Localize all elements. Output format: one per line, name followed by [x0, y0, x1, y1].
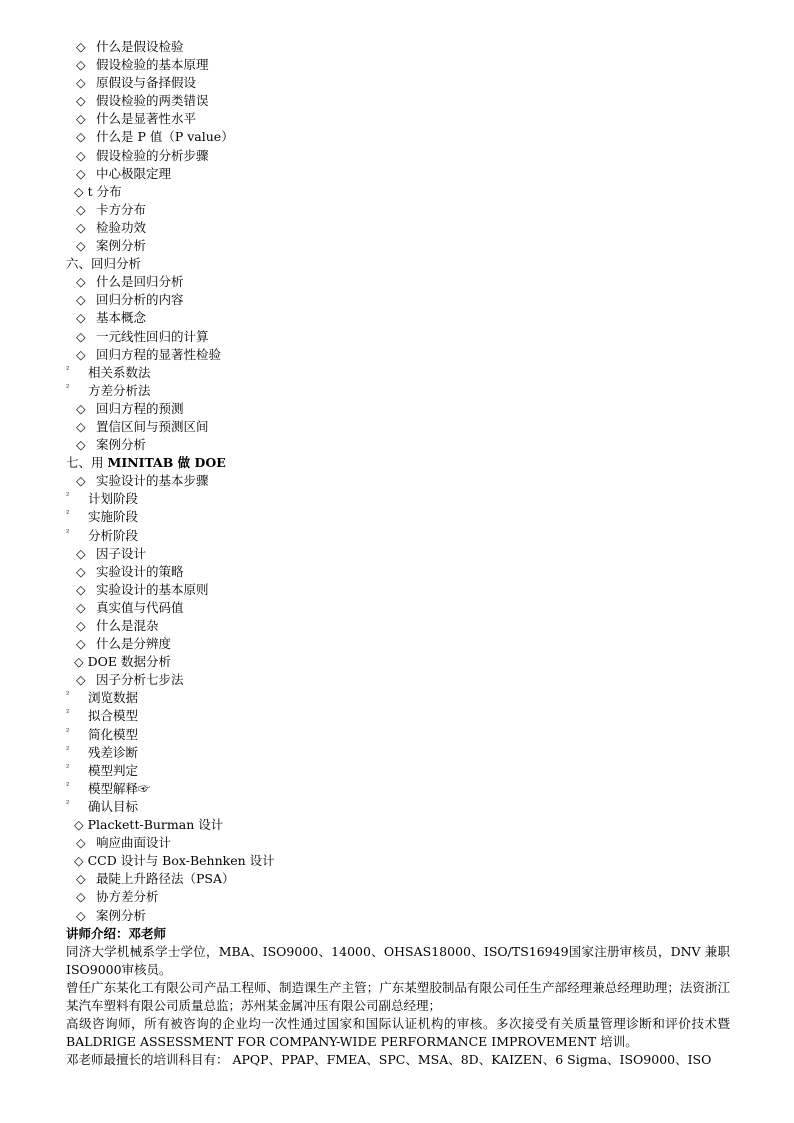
list-item: ◇ DOE 数据分析: [74, 654, 171, 670]
diamond-icon: ◇: [76, 599, 86, 615]
list-item: ◇ 什么是显著性水平: [66, 110, 730, 128]
diamond-icon: ◇: [76, 75, 86, 91]
list-item: ◇ 因子分析七步法: [66, 671, 730, 689]
diamond-icon: ◇: [76, 39, 86, 54]
list-item: ◇ 一元线性回归的计算: [66, 328, 730, 346]
list-item: ◇ t 分布: [74, 183, 122, 199]
bio-paragraph: 曾任广东某化工有限公司产品工程师、制造课生产主管；广东某塑胶制品有限公司任生产部经理兼总经理助理；法资浙江某汽车塑料有限公司质量总监；苏州某金属冲压有限公司副总经理；: [66, 979, 730, 1013]
diamond-icon: ◇: [76, 165, 86, 181]
sub-list-item: ² 相关系数法: [66, 364, 151, 380]
list-item: ◇ 什么是假设检验: [66, 38, 730, 56]
doe-list: [66, 472, 730, 924]
diamond-icon: ◇: [76, 310, 86, 326]
list-item: ◇ 响应曲面设计: [66, 834, 730, 852]
list-item: ◇ 因子设计: [66, 545, 730, 563]
bullet-mark: ²: [66, 509, 70, 519]
list-item: ◇ 原假设与备择假设: [66, 74, 730, 92]
diamond-icon: ◇: [76, 581, 86, 597]
bullet-mark: ²: [66, 527, 70, 537]
diamond-icon: ◇: [76, 889, 86, 905]
list-item: ◇ 什么是混杂: [66, 617, 730, 635]
bullet-mark: ²: [66, 726, 70, 736]
diamond-icon: ◇: [76, 238, 86, 254]
list-item: ◇ 真实值与代码值: [66, 599, 730, 617]
list-item: ◇ 实验设计的策略: [66, 563, 730, 581]
list-item: ◇ CCD 设计与 Box-Behnken 设计: [74, 853, 275, 869]
list-item: ◇ 假设检验的分析步骤: [66, 147, 730, 165]
diamond-icon: ◇: [76, 473, 86, 489]
list-item: ◇ 卡方分布: [66, 201, 730, 219]
sub-list-item: ² 计划阶段: [66, 491, 139, 507]
diamond-icon: ◇: [76, 328, 86, 344]
bio-paragraph: 邓老师最擅长的培训科目有： APQP、PPAP、FMEA、SPC、MSA、8D、KAIZEN、6 Sigma、ISO9000、ISO: [66, 1052, 712, 1068]
diamond-icon: ◇: [76, 201, 86, 217]
sub-list-item: ² 残差诊断: [66, 744, 139, 760]
list-item: ◇ 案例分析: [66, 907, 730, 925]
list-item: ◇ 中心极限定理: [66, 165, 730, 183]
diamond-icon: ◇: [76, 545, 86, 561]
diamond-icon: ◇: [76, 93, 86, 109]
diamond-icon: ◇: [76, 147, 86, 163]
diamond-icon: ◇: [76, 346, 86, 362]
diamond-icon: ◇: [76, 111, 86, 127]
section-heading-doe: 七、用 MINITAB 做 DOE: [66, 455, 226, 471]
list-item: ◇ 什么是分辨度: [66, 635, 730, 653]
diamond-icon: ◇: [76, 274, 86, 290]
bullet-mark: ²: [66, 382, 70, 392]
list-item: ◇ 假设检验的基本原理: [66, 56, 730, 74]
diamond-icon: ◇: [76, 292, 86, 308]
diamond-icon: ◇: [76, 907, 86, 923]
diamond-icon: ◇: [76, 636, 86, 652]
diamond-icon: ◇: [76, 219, 86, 235]
diamond-icon: ◇: [76, 871, 86, 887]
section-heading-regression: 六、回归分析: [66, 256, 142, 272]
sub-list-item: ² 模型解释☞: [66, 780, 151, 796]
bullet-mark: ²: [66, 364, 70, 374]
list-item: ◇ 置信区间与预测区间: [66, 418, 730, 436]
list-item: ◇ 案例分析: [66, 436, 730, 454]
regression-list: [66, 273, 730, 454]
list-item: ◇ 假设检验的两类错误: [66, 92, 730, 110]
list-item: ◇ Plackett-Burman 设计: [74, 817, 224, 833]
diamond-icon: ◇: [76, 437, 86, 453]
bio-paragraph: 高级咨询师，所有被咨询的企业均一次性通过国家和国际认证机构的审核。多次接受有关质量管理诊断和评价技术暨 BALDRIGE ASSESSMENT FOR COMPANY-WIDE PERFORMANCE IMPROVEMENT 培训。: [66, 1016, 730, 1050]
diamond-icon: ◇: [76, 129, 86, 145]
sub-list-item: ² 模型判定: [66, 762, 139, 778]
sub-list-item: ² 方差分析法: [66, 382, 151, 398]
sub-list-item: ² 拟合模型: [66, 708, 139, 724]
list-item: ◇ 检验功效: [66, 219, 730, 237]
sub-list-item: ² 分析阶段: [66, 527, 139, 543]
bullet-mark: ²: [66, 798, 70, 808]
document-page: [66, 38, 730, 1069]
sub-list-item: ² 浏览数据: [66, 690, 139, 706]
diamond-icon: ◇: [76, 57, 86, 73]
bullet-mark: ²: [66, 780, 70, 790]
list-item: ◇ 案例分析: [66, 237, 730, 255]
bullet-mark: ²: [66, 690, 70, 700]
diamond-icon: ◇: [76, 563, 86, 579]
list-item: ◇ 实验设计的基本步骤: [66, 472, 730, 490]
diamond-icon: ◇: [76, 835, 86, 851]
sub-list-item: ² 简化模型: [66, 726, 139, 742]
list-item: ◇ 协方差分析: [66, 888, 730, 906]
bullet-mark: ²: [66, 762, 70, 772]
hypothesis-list: [66, 38, 730, 255]
sub-list-item: ² 实施阶段: [66, 509, 139, 525]
diamond-icon: ◇: [76, 418, 86, 434]
bullet-mark: ²: [66, 491, 70, 501]
list-item: ◇ 基本概念: [66, 309, 730, 327]
list-item: ◇ 什么是回归分析: [66, 273, 730, 291]
teacher-heading: 讲师介绍：邓老师: [66, 925, 167, 941]
list-item: ◇ 回归方程的显著性检验: [66, 346, 730, 364]
sub-list-item: ² 确认目标: [66, 798, 139, 814]
bullet-mark: ²: [66, 744, 70, 754]
list-item: ◇ 最陡上升路径法（PSA）: [66, 870, 730, 888]
list-item: ◇ 回归分析的内容: [66, 291, 730, 309]
list-item: ◇ 回归方程的预测: [66, 400, 730, 418]
diamond-icon: ◇: [76, 672, 86, 688]
diamond-icon: ◇: [76, 400, 86, 416]
bio-paragraph: 同济大学机械系学士学位，MBA、ISO9000、14000、OHSAS18000、ISO/TS16949国家注册审核员，DNV 兼职 ISO9000审核员。: [66, 943, 730, 977]
list-item: ◇ 什么是 P 值（P value）: [66, 128, 730, 146]
diamond-icon: ◇: [76, 618, 86, 633]
bullet-mark: ²: [66, 708, 70, 718]
list-item: ◇ 实验设计的基本原则: [66, 581, 730, 599]
